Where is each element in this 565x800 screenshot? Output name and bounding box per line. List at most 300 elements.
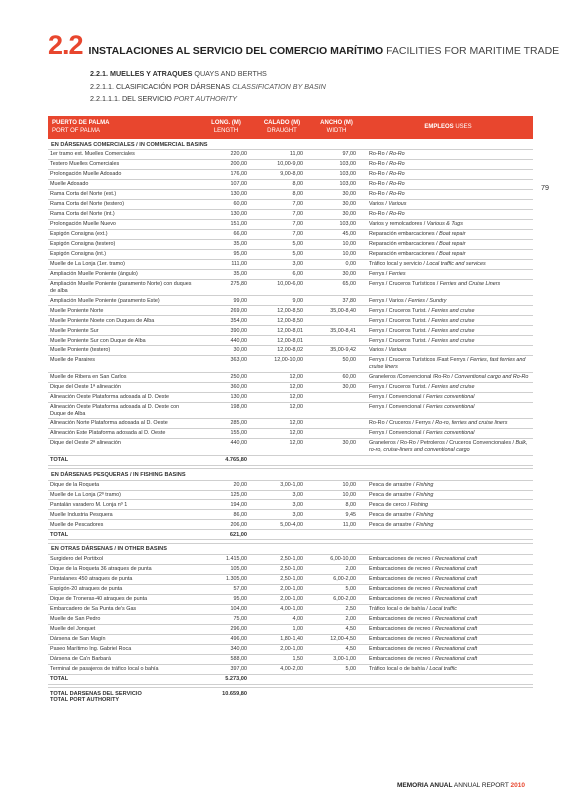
quay-use-es: Ferrys / Convencional bbox=[369, 430, 422, 437]
quay-use-es: Reparación embarcaciones bbox=[369, 231, 435, 238]
table-row bbox=[48, 160, 533, 170]
quay-length: 440,00 bbox=[198, 439, 254, 456]
quay-use-es: Varios y remolcadores bbox=[369, 221, 423, 228]
quay-width: 4,50 bbox=[310, 624, 363, 634]
quay-draught: 3,00 bbox=[254, 500, 310, 510]
quay-use-es: Graneleros /Convencional /Ro-Ro bbox=[369, 374, 450, 380]
quay-width: 60,00 bbox=[310, 372, 363, 382]
table-row bbox=[48, 220, 533, 230]
quay-length: 111,00 bbox=[198, 259, 254, 269]
quay-uses bbox=[363, 490, 533, 500]
quay-use-en: Recreational craft bbox=[434, 616, 478, 623]
quay-uses bbox=[363, 356, 533, 373]
quay-use-en: Fishing bbox=[416, 511, 434, 518]
col-header-width-es: ANCHO (M) bbox=[320, 120, 353, 126]
quay-uses bbox=[363, 585, 533, 595]
quay-width: 35,00-8,41 bbox=[310, 326, 363, 336]
col-header-width-en: WIDTH bbox=[326, 127, 347, 134]
quay-use-separator: / bbox=[430, 616, 435, 623]
quay-uses bbox=[363, 664, 533, 674]
quay-draught: 5,00-4,00 bbox=[254, 520, 310, 530]
table-row bbox=[48, 346, 533, 356]
quay-name: Prolongación Muelle Nuevo bbox=[48, 220, 198, 230]
quay-use-es: Tráfico local y servicio bbox=[369, 261, 422, 268]
quay-use-en: Local traffic and services bbox=[426, 261, 486, 268]
quay-use-es: Ferrys / Cruceros Turist. bbox=[369, 383, 427, 390]
quay-use-es: Ferrys / Convencional bbox=[369, 403, 422, 410]
quay-draught: 2,50-1,00 bbox=[254, 565, 310, 575]
subheading-1 bbox=[90, 68, 326, 81]
table-row bbox=[48, 614, 533, 624]
quay-length: 35,00 bbox=[198, 240, 254, 250]
quay-width: 5,00 bbox=[310, 585, 363, 595]
quay-name: Muelle de Pescadores bbox=[48, 520, 198, 530]
subheading-2-en: CLASSIFICATION BY BASIN bbox=[232, 81, 326, 91]
grand-total-value: 10.659,80 bbox=[222, 690, 247, 697]
quay-uses bbox=[363, 510, 533, 520]
quay-draught: 4,00 bbox=[254, 614, 310, 624]
quay-uses bbox=[363, 392, 533, 402]
quay-length: 198,00 bbox=[198, 402, 254, 419]
quay-uses bbox=[363, 480, 533, 490]
quay-use-separator: / bbox=[430, 420, 436, 427]
quay-uses bbox=[363, 240, 533, 250]
quay-uses bbox=[363, 160, 533, 170]
quay-use-es: Ro-Ro bbox=[369, 151, 385, 158]
quay-draught: 12,00 bbox=[254, 372, 310, 382]
quay-use-en: Ferries and cruise bbox=[431, 383, 475, 390]
quay-name: 1er tramo ext. Muelles Comerciales bbox=[48, 150, 198, 160]
quay-uses bbox=[363, 624, 533, 634]
table-row bbox=[48, 279, 533, 296]
table-row bbox=[48, 604, 533, 614]
table-row bbox=[48, 240, 533, 250]
quay-name: Embarcadero de Sa Punta de's Gas bbox=[48, 604, 198, 614]
quay-width: 3,00-1,00 bbox=[310, 654, 363, 664]
quay-width: 4,50 bbox=[310, 644, 363, 654]
quay-uses bbox=[363, 279, 533, 296]
quay-use-en: Recreational craft bbox=[434, 646, 478, 653]
table-row bbox=[48, 336, 533, 346]
quay-width: 97,00 bbox=[310, 150, 363, 160]
quay-use-en: Local traffic bbox=[429, 606, 457, 613]
quay-name: Dique de la Roqueta 36 atraques de punta bbox=[48, 565, 198, 575]
quay-draught: 2,50-1,00 bbox=[254, 555, 310, 565]
quay-name: Pantalán varadero M. Lonja nº 1 bbox=[48, 500, 198, 510]
quay-length: 104,00 bbox=[198, 604, 254, 614]
quay-width: 103,00 bbox=[310, 220, 363, 230]
quay-use-separator: / bbox=[411, 521, 417, 528]
quay-name: Muelle Poniente Noete con Duques de Alba bbox=[48, 316, 198, 326]
quay-uses bbox=[363, 150, 533, 160]
quay-uses bbox=[363, 269, 533, 279]
quay-length: 340,00 bbox=[198, 644, 254, 654]
quay-length: 57,00 bbox=[198, 585, 254, 595]
quay-uses bbox=[363, 316, 533, 326]
quay-draught: 8,00 bbox=[254, 190, 310, 200]
table-header bbox=[48, 116, 533, 139]
quay-width: 37,80 bbox=[310, 296, 363, 306]
quay-use-es: Reparación embarcaciones bbox=[369, 241, 435, 248]
quay-use-en: Conventional cargo and Ro-Ro bbox=[454, 374, 529, 380]
quay-length: 354,00 bbox=[198, 316, 254, 326]
quay-use-separator: / bbox=[421, 430, 426, 437]
quay-length: 206,00 bbox=[198, 520, 254, 530]
quay-use-en: Boat repair bbox=[439, 231, 466, 238]
table-row bbox=[48, 200, 533, 210]
section-total-blank bbox=[254, 530, 533, 540]
quay-use-es: Tráfico local o de bahía bbox=[369, 665, 425, 672]
quay-draught: 9,00-8,00 bbox=[254, 170, 310, 180]
quay-width: 103,00 bbox=[310, 160, 363, 170]
quay-use-en: Various bbox=[388, 201, 407, 208]
subheadings bbox=[90, 68, 326, 106]
quay-draught: 9,00 bbox=[254, 296, 310, 306]
table-row bbox=[48, 150, 533, 160]
quay-uses bbox=[363, 259, 533, 269]
quay-use-en: Ferries conventional bbox=[425, 403, 475, 410]
quay-uses bbox=[363, 520, 533, 530]
quay-use-en: Various & Tugs bbox=[426, 221, 463, 228]
table-row bbox=[48, 269, 533, 279]
col-header-uses bbox=[363, 116, 533, 139]
col-header-length-en: LENGTH bbox=[213, 127, 239, 134]
quay-width: 11,00 bbox=[310, 520, 363, 530]
subheading-2-es: 2.2.1.1. CLASIFICACIÓN POR DÁRSENAS bbox=[90, 81, 231, 91]
quay-use-en: Boat repair bbox=[439, 241, 466, 248]
quay-use-es: Ferrys / Cruceros Turist. bbox=[369, 327, 427, 334]
quay-width: 10,00 bbox=[310, 490, 363, 500]
quay-use-es: Pesca de arrastre bbox=[369, 481, 412, 488]
quay-use-separator: / bbox=[411, 511, 417, 518]
quay-use-separator: / bbox=[434, 241, 440, 248]
col-header-length-es: LONG. (M) bbox=[211, 120, 241, 126]
col-header-name-en: PORT OF PALMA bbox=[52, 127, 101, 134]
quay-name: Dársena de San Magín bbox=[48, 634, 198, 644]
quay-use-es: Reparación embarcaciones bbox=[369, 251, 435, 258]
quay-use-es: Ro-Ro bbox=[369, 171, 385, 178]
quay-use-es: Ro-Ro bbox=[369, 211, 385, 218]
quay-length: 588,00 bbox=[198, 654, 254, 664]
quay-use-en: Ferries, fast ferries and cruise liners bbox=[369, 357, 526, 371]
quay-use-es: Pesca de arrastre bbox=[369, 491, 412, 498]
quay-width: 30,00 bbox=[310, 210, 363, 220]
quay-draught: 3,00-1,00 bbox=[254, 480, 310, 490]
footer-year: 2010 bbox=[510, 782, 525, 789]
quay-use-separator: / bbox=[426, 327, 432, 334]
quay-use-separator: / bbox=[411, 491, 417, 498]
table-row bbox=[48, 190, 533, 200]
quay-use-separator: / bbox=[434, 231, 440, 238]
quay-use-en: Ro-Ro bbox=[389, 211, 405, 218]
quay-use-en: Ferries bbox=[388, 271, 406, 278]
quay-width: 103,00 bbox=[310, 170, 363, 180]
quay-use-en: Ferries conventional bbox=[425, 393, 475, 400]
quay-name: Prolongación Muelle Adosado bbox=[48, 170, 198, 180]
quay-draught: 10,00-6,00 bbox=[254, 279, 310, 296]
col-header-length bbox=[198, 116, 254, 139]
subheading-2 bbox=[90, 81, 326, 94]
quay-length: 296,00 bbox=[198, 624, 254, 634]
table-row bbox=[48, 480, 533, 490]
section-title bbox=[89, 45, 560, 57]
section-title: EN DÁRSENAS PESQUERAS / IN FISHING BASINS bbox=[48, 469, 533, 480]
section-total-row bbox=[48, 455, 533, 465]
quay-use-separator: / bbox=[430, 646, 435, 653]
table-row bbox=[48, 356, 533, 373]
quay-draught: 2,00-1,00 bbox=[254, 644, 310, 654]
quay-uses bbox=[363, 419, 533, 429]
quay-draught: 12,00 bbox=[254, 402, 310, 419]
quay-uses bbox=[363, 220, 533, 230]
quay-name: Dique del Oeste 2ª alineación bbox=[48, 439, 198, 456]
quay-uses bbox=[363, 296, 533, 306]
quay-uses bbox=[363, 595, 533, 605]
quay-length: 130,00 bbox=[198, 210, 254, 220]
table-row bbox=[48, 170, 533, 180]
quay-draught: 12,00 bbox=[254, 439, 310, 456]
quay-use-en: Ro-Ro bbox=[389, 181, 405, 188]
grand-total-label-en: TOTAL PORT AUTHORITY bbox=[50, 697, 120, 704]
quay-name: Muelle Industria Pesquera bbox=[48, 510, 198, 520]
quay-name: Muelle Adosado bbox=[48, 180, 198, 190]
quay-use-es: Pesca de arrastre bbox=[369, 511, 412, 518]
quay-length: 200,00 bbox=[198, 160, 254, 170]
table-row bbox=[48, 259, 533, 269]
quay-uses bbox=[363, 210, 533, 220]
quay-name: Alineación Este Plataforma adosada al D. Oeste bbox=[48, 429, 198, 439]
quay-draught: 12,00 bbox=[254, 429, 310, 439]
quay-width: 6,00-2,00 bbox=[310, 575, 363, 585]
subheading-3-en: PORT AUTHORITY bbox=[173, 94, 237, 104]
quay-use-separator: / bbox=[422, 221, 427, 228]
quay-draught: 12,00 bbox=[254, 382, 310, 392]
quay-use-es: Ferrys / Varios bbox=[369, 297, 404, 304]
quay-use-en: Ferries and cruise bbox=[431, 317, 475, 324]
quay-width bbox=[310, 429, 363, 439]
quay-name: Espigón Consigna (int.) bbox=[48, 249, 198, 259]
quay-length: 275,80 bbox=[198, 279, 254, 296]
quay-length: 30,00 bbox=[198, 346, 254, 356]
section-header bbox=[48, 30, 559, 61]
quay-uses bbox=[363, 402, 533, 419]
col-header-uses-en: USES bbox=[455, 123, 472, 130]
table-row bbox=[48, 634, 533, 644]
quay-draught: 3,00 bbox=[254, 510, 310, 520]
quay-width: 30,00 bbox=[310, 439, 363, 456]
quay-use-separator: / bbox=[426, 337, 432, 344]
quay-draught: 7,00 bbox=[254, 200, 310, 210]
section-title-es: INSTALACIONES AL SERVICIO DEL COMERCIO MARÍTIMO bbox=[88, 45, 384, 57]
table-body bbox=[48, 139, 533, 705]
quay-width: 10,00 bbox=[310, 240, 363, 250]
quay-use-separator: / bbox=[384, 271, 389, 278]
quay-use-separator: / bbox=[430, 586, 435, 593]
quay-length: 496,00 bbox=[198, 634, 254, 644]
quay-draught: 11,00 bbox=[254, 150, 310, 160]
quay-name: Espigón-20 atraques de punta bbox=[48, 585, 198, 595]
quay-length: 130,00 bbox=[198, 190, 254, 200]
quay-use-separator: / bbox=[383, 347, 389, 354]
quay-use-separator: / bbox=[426, 307, 432, 314]
quay-length: 397,00 bbox=[198, 664, 254, 674]
quay-use-separator: / bbox=[430, 626, 435, 633]
quay-use-en: Recreational craft bbox=[434, 556, 478, 563]
quay-draught: 4,00-2,00 bbox=[254, 664, 310, 674]
quay-use-separator: / bbox=[421, 393, 426, 400]
quay-use-en: Recreational craft bbox=[434, 586, 478, 593]
table-row bbox=[48, 316, 533, 326]
quay-length: 250,00 bbox=[198, 372, 254, 382]
quay-width: 6,00-10,00 bbox=[310, 555, 363, 565]
quay-length: 151,00 bbox=[198, 220, 254, 230]
quay-name: Muelle de La Lonja (1er. tramo) bbox=[48, 259, 198, 269]
quay-use-separator: / bbox=[430, 566, 435, 573]
quay-use-es: Ferrys / Cruceros Turísticos /Fast Ferrys bbox=[369, 357, 466, 364]
quay-use-separator: / bbox=[384, 151, 390, 158]
table-row bbox=[48, 439, 533, 456]
grand-total-label-es: TOTAL DARSENAS DEL SERVICIO bbox=[50, 690, 142, 697]
quay-draught: 2,00-1,00 bbox=[254, 585, 310, 595]
quay-use-en: Recreational craft bbox=[434, 656, 478, 662]
quay-length: 125,00 bbox=[198, 490, 254, 500]
table-row bbox=[48, 180, 533, 190]
subheading-1-en: QUAYS AND BERTHS bbox=[194, 69, 267, 78]
quay-name: Espigón Consigna (ext.) bbox=[48, 230, 198, 240]
table-row bbox=[48, 326, 533, 336]
quay-length: 440,00 bbox=[198, 336, 254, 346]
quay-length: 95,00 bbox=[198, 595, 254, 605]
section-total-label: TOTAL bbox=[48, 530, 198, 540]
quay-length: 66,00 bbox=[198, 230, 254, 240]
table-row bbox=[48, 575, 533, 585]
quay-use-en: Recreational craft bbox=[434, 576, 478, 583]
quay-use-separator: / bbox=[384, 211, 390, 218]
quay-draught: 12,00-10,00 bbox=[254, 356, 310, 373]
quay-width: 30,00 bbox=[310, 190, 363, 200]
quay-uses bbox=[363, 654, 533, 664]
quay-length: 105,00 bbox=[198, 565, 254, 575]
quay-draught: 1,00 bbox=[254, 624, 310, 634]
quay-width bbox=[310, 392, 363, 402]
quay-use-es: Pesca de arrastre bbox=[369, 521, 412, 528]
grand-total-blank bbox=[254, 688, 533, 705]
quay-draught: 7,00 bbox=[254, 210, 310, 220]
section-title: EN OTRAS DÁRSENAS / IN OTHER BASINS bbox=[48, 543, 533, 554]
quay-uses bbox=[363, 326, 533, 336]
quay-name: Alineación Norte Plataforma adosada al D. Oeste bbox=[48, 419, 198, 429]
quay-name: Alineación Oeste Plataforma adosada al D. Oeste con Duque de Alba bbox=[48, 402, 198, 419]
quay-use-en: Ferries and cruise bbox=[431, 337, 475, 344]
quay-use-es: Embarcaciones de recreo bbox=[369, 646, 431, 653]
quay-use-separator: / bbox=[430, 596, 435, 603]
quay-use-separator: / bbox=[384, 171, 390, 178]
quay-width: 30,00 bbox=[310, 382, 363, 392]
quay-draught: 12,00-8,01 bbox=[254, 326, 310, 336]
quay-length: 107,00 bbox=[198, 180, 254, 190]
col-header-uses-es: EMPLEOS bbox=[424, 123, 454, 130]
table-row bbox=[48, 382, 533, 392]
table-row bbox=[48, 249, 533, 259]
quay-length: 269,00 bbox=[198, 306, 254, 316]
section-total-value: 4.765,80 bbox=[198, 455, 254, 465]
quay-name: Ampliación Muelle Poniente (ángulo) bbox=[48, 269, 198, 279]
quay-width: 35,00-9,42 bbox=[310, 346, 363, 356]
quay-width: 5,00 bbox=[310, 664, 363, 674]
page-footer bbox=[397, 782, 525, 789]
quay-draught: 5,00 bbox=[254, 249, 310, 259]
section-total-value: 5.273,00 bbox=[198, 674, 254, 684]
quay-length: 176,00 bbox=[198, 170, 254, 180]
quay-name: Muelle de Paraires bbox=[48, 356, 198, 373]
quay-use-en: Fishing bbox=[416, 521, 434, 528]
quay-use-separator: / bbox=[465, 357, 470, 364]
col-header-name bbox=[48, 116, 198, 139]
quay-draught: 2,50-1,00 bbox=[254, 575, 310, 585]
col-header-name-es: PUERTO DE PALMA bbox=[52, 120, 110, 126]
table-row bbox=[48, 654, 533, 664]
table-row bbox=[48, 306, 533, 316]
section-number: 2.2 bbox=[48, 30, 83, 60]
quay-draught: 12,00-8,50 bbox=[254, 316, 310, 326]
table-row bbox=[48, 392, 533, 402]
quay-width: 2,00 bbox=[310, 565, 363, 575]
quay-use-en: Ferries and cruise bbox=[431, 307, 475, 314]
section-total-label: TOTAL bbox=[48, 455, 198, 465]
quay-uses bbox=[363, 230, 533, 240]
quay-width bbox=[310, 316, 363, 326]
quay-width bbox=[310, 402, 363, 419]
quay-uses bbox=[363, 565, 533, 575]
quay-use-separator: / bbox=[411, 481, 417, 488]
quay-width: 0,00 bbox=[310, 259, 363, 269]
quay-uses bbox=[363, 614, 533, 624]
quay-name: Terminal de pasajeros de tráfico local o bahía bbox=[48, 664, 198, 674]
quay-width: 2,50 bbox=[310, 604, 363, 614]
quay-use-es: Ferrys / Cruceros Turist. bbox=[369, 307, 427, 314]
quay-use-es: Embarcaciones de recreo bbox=[369, 556, 431, 563]
quay-use-separator: / bbox=[430, 556, 435, 563]
quay-width: 8,00 bbox=[310, 500, 363, 510]
table-row bbox=[48, 510, 533, 520]
quay-length: 95,00 bbox=[198, 249, 254, 259]
quay-uses bbox=[363, 555, 533, 565]
quay-name: Pantalanes 450 atraques de punta bbox=[48, 575, 198, 585]
quay-use-separator: / bbox=[424, 665, 430, 672]
quay-use-es: Varios bbox=[369, 201, 384, 208]
table-row bbox=[48, 230, 533, 240]
quay-length: 35,00 bbox=[198, 269, 254, 279]
quay-length: 1.415,00 bbox=[198, 555, 254, 565]
quay-width: 12,00-4,50 bbox=[310, 634, 363, 644]
section-total-label: TOTAL bbox=[48, 674, 198, 684]
quay-use-separator: / bbox=[406, 501, 411, 508]
section-total-value: 621,00 bbox=[198, 530, 254, 540]
table-row bbox=[48, 520, 533, 530]
quay-draught: 8,00 bbox=[254, 180, 310, 190]
grand-total-label bbox=[48, 688, 198, 705]
section-title-en: FACILITIES FOR MARITIME TRADE bbox=[386, 45, 560, 57]
quay-draught: 12,00-8,01 bbox=[254, 336, 310, 346]
quay-use-es: Ro-Ro bbox=[369, 191, 385, 198]
quay-use-separator: / bbox=[403, 297, 409, 304]
quay-uses bbox=[363, 180, 533, 190]
quay-width: 65,00 bbox=[310, 279, 363, 296]
quay-use-separator: / bbox=[384, 191, 390, 198]
quay-use-en: Bulk, ro-ro, cruise-liners and conventional cargo bbox=[369, 440, 528, 453]
quay-use-es: Pesca de cerco bbox=[369, 501, 407, 508]
quay-draught: 5,00 bbox=[254, 240, 310, 250]
